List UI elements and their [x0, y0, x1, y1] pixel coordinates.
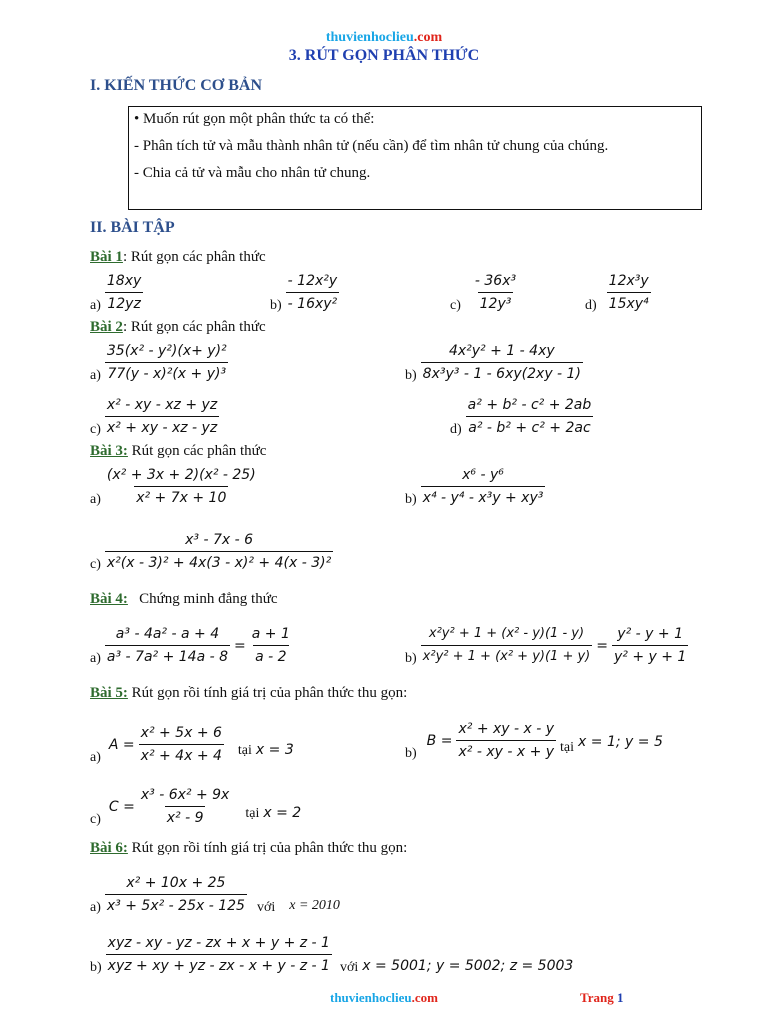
exercise-label: Bài 6:	[90, 840, 128, 856]
site-name: thuvienhoclieu	[325, 30, 414, 45]
page-num: 1	[616, 990, 624, 1005]
denominator: x² - xy - x + y	[456, 740, 556, 763]
exercise-1c	[450, 270, 518, 315]
exercise-5b	[405, 718, 663, 763]
exercise-6b	[90, 932, 573, 977]
exercise-label: Bài 5:	[90, 685, 128, 701]
exercise-1a	[90, 270, 143, 315]
denominator: 15xy⁴	[607, 292, 651, 315]
equals-sign: =	[596, 637, 608, 654]
exercise-instruction: Rút gọn các phân thức	[127, 443, 267, 459]
equals-sign: =	[234, 637, 246, 654]
denominator: xyz + xy + yz - zx - x + y - z - 1	[106, 954, 332, 977]
denominator: x⁴ - y⁴ - x³y + xy³	[421, 486, 546, 509]
expression-name: C =	[108, 798, 135, 815]
item-label: b)	[405, 745, 417, 761]
fraction	[105, 464, 258, 509]
exercise-5a	[90, 722, 294, 767]
condition-word: tại	[245, 805, 260, 821]
numerator: x³ - 7x - 6	[185, 532, 253, 548]
section-heading-2: II. BÀI TẬP	[90, 219, 175, 236]
item-label: b)	[405, 367, 417, 383]
fraction	[466, 394, 594, 439]
exercise-4a	[90, 623, 292, 668]
fraction	[473, 270, 518, 315]
denominator: x² - 9	[165, 806, 206, 829]
numerator: x² + 5x + 6	[140, 725, 222, 741]
exercise-3c	[90, 529, 333, 574]
item-label: d)	[450, 421, 462, 437]
exercise-label: Bài 1	[90, 249, 123, 265]
condition-value: x = 2	[263, 804, 302, 821]
condition-word: với	[339, 959, 359, 975]
item-label: a)	[90, 899, 101, 915]
exercise-2c	[90, 394, 219, 439]
denominator: a² - b² + c² + 2ac	[466, 416, 592, 439]
exercise-6a	[90, 872, 340, 917]
exercise-6-heading	[90, 840, 407, 857]
exercise-1-heading	[90, 249, 266, 266]
numerator: x² + 10x + 25	[126, 875, 226, 891]
fraction	[105, 270, 143, 315]
denominator: x² + 7x + 10	[134, 486, 228, 509]
numerator: xyz - xy - yz - zx + x + y + z - 1	[107, 935, 330, 951]
fraction	[286, 270, 340, 315]
fraction	[456, 718, 556, 763]
fraction	[607, 270, 651, 315]
condition-value: x = 2010	[289, 897, 340, 913]
denominator: a - 2	[253, 645, 288, 668]
fraction	[421, 340, 583, 385]
denominator: x³ + 5x² - 25x - 125	[105, 894, 247, 917]
exercise-instruction: : Rút gọn các phân thức	[122, 249, 266, 265]
condition-word: tại	[237, 742, 252, 758]
numerator: 18xy	[106, 273, 142, 289]
section-heading-1: I. KIẾN THỨC CƠ BẢN	[90, 77, 263, 94]
denominator: 77(y - x)²(x + y)³	[105, 362, 228, 385]
summary-box	[128, 106, 702, 210]
exercise-5-heading	[90, 685, 407, 702]
item-label: b)	[270, 297, 282, 313]
denominator: x² + xy - xz - yz	[105, 416, 219, 439]
condition-value: x = 5001; y = 5002; z = 5003	[362, 957, 574, 974]
numerator: x² - xy - xz + yz	[106, 397, 218, 413]
item-label: d)	[585, 297, 597, 313]
site-name: thuvienhoclieu	[330, 990, 412, 1005]
fraction	[105, 529, 333, 574]
exercise-2-heading	[90, 319, 266, 336]
exercise-4b	[405, 623, 688, 668]
site-header[interactable]	[0, 30, 768, 46]
footer-site[interactable]	[0, 990, 768, 1006]
exercise-label: Bài 3:	[90, 443, 128, 459]
exercise-4-heading	[90, 591, 278, 608]
item-label: a)	[90, 297, 101, 313]
denominator: y² + y + 1	[612, 645, 688, 668]
fraction	[105, 623, 230, 668]
item-label: a)	[90, 749, 101, 765]
exercise-label: Bài 4:	[90, 591, 128, 607]
numerator: - 36x³	[474, 273, 517, 289]
item-label: a)	[90, 650, 101, 666]
expression-name: A =	[108, 736, 135, 753]
numerator: - 12x²y	[287, 273, 338, 289]
numerator: a + 1	[251, 626, 290, 642]
fraction	[105, 340, 229, 385]
summary-line: • Muốn rút gọn một phân thức ta có thể:	[134, 111, 375, 127]
denominator: 12yz	[105, 292, 142, 315]
item-label: c)	[90, 421, 101, 437]
exercise-2b	[405, 340, 583, 385]
denominator: 8x³y³ - 1 - 6xy(2xy - 1)	[421, 362, 583, 385]
page-label: Trang	[580, 990, 614, 1005]
exercise-3-heading	[90, 443, 266, 460]
page-title: 3. RÚT GỌN PHÂN THỨC	[288, 47, 480, 64]
item-label: c)	[90, 811, 101, 827]
numerator: x³ - 6x² + 9x	[140, 787, 230, 803]
summary-line: - Phân tích tử và mẫu thành nhân tử (nếu cần) để tìm nhân tử chung của chúng.	[134, 138, 609, 154]
item-label: b)	[405, 491, 417, 507]
site-domain: .com	[413, 30, 443, 45]
site-domain: .com	[411, 990, 438, 1005]
numerator: x⁶ - y⁶	[462, 467, 504, 483]
denominator: x² + 4x + 4	[139, 744, 224, 767]
fraction	[612, 623, 688, 668]
numerator: y² - y + 1	[617, 626, 683, 642]
exercise-2d	[450, 394, 593, 439]
exercise-5c	[90, 784, 301, 829]
fraction	[106, 932, 332, 977]
denominator: x²(x - 3)² + 4x(3 - x)² + 4(x - 3)²	[105, 551, 333, 574]
exercise-3b	[405, 464, 545, 509]
item-label: c)	[90, 556, 101, 572]
numerator: 12x³y	[608, 273, 649, 289]
fraction	[250, 623, 292, 668]
denominator: x²y² + 1 + (x² + y)(1 + y)	[421, 645, 593, 668]
denominator: 12y³	[478, 292, 514, 315]
condition-value: x = 3	[255, 741, 294, 758]
numerator: a² + b² - c² + 2ab	[467, 397, 592, 413]
item-label: b)	[90, 959, 102, 975]
numerator: (x² + 3x + 2)(x² - 25)	[106, 467, 256, 483]
denominator: a³ - 7a² + 14a - 8	[105, 645, 230, 668]
fraction	[139, 722, 224, 767]
page-number	[580, 990, 623, 1006]
fraction	[421, 623, 593, 668]
condition-word: tại	[560, 739, 575, 755]
fraction	[421, 464, 546, 509]
expression-name: B =	[426, 732, 453, 749]
fraction	[139, 784, 231, 829]
numerator: 4x²y² + 1 - 4xy	[448, 343, 555, 359]
numerator: x²y² + 1 + (x² - y)(1 - y)	[428, 626, 585, 641]
item-label: a)	[90, 491, 101, 507]
denominator: - 16xy²	[286, 292, 340, 315]
summary-line: - Chia cả tử và mẫu cho nhân tử chung.	[134, 165, 371, 181]
fraction	[105, 872, 247, 917]
numerator: 35(x² - y²)(x+ y)²	[106, 343, 227, 359]
exercise-label: Bài 2	[90, 319, 123, 335]
item-label: c)	[450, 297, 461, 313]
item-label: b)	[405, 650, 417, 666]
exercise-1b	[270, 270, 339, 315]
condition-value: x = 1; y = 5	[578, 733, 663, 750]
condition-word: với	[256, 899, 276, 915]
fraction	[105, 394, 219, 439]
exercise-instruction: : Rút gọn các phân thức	[122, 319, 266, 335]
exercise-instruction: Rút gọn rồi tính giá trị của phân thức thu gọn:	[127, 685, 408, 701]
numerator: a³ - 4a² - a + 4	[115, 626, 220, 642]
exercise-3a	[90, 464, 258, 509]
item-label: a)	[90, 367, 101, 383]
exercise-2a	[90, 340, 229, 385]
numerator: x² + xy - x - y	[458, 721, 555, 737]
exercise-instruction: Chứng minh đẳng thức	[127, 591, 278, 607]
exercise-1d	[585, 270, 651, 315]
exercise-instruction: Rút gọn rồi tính giá trị của phân thức thu gọn:	[127, 840, 408, 856]
